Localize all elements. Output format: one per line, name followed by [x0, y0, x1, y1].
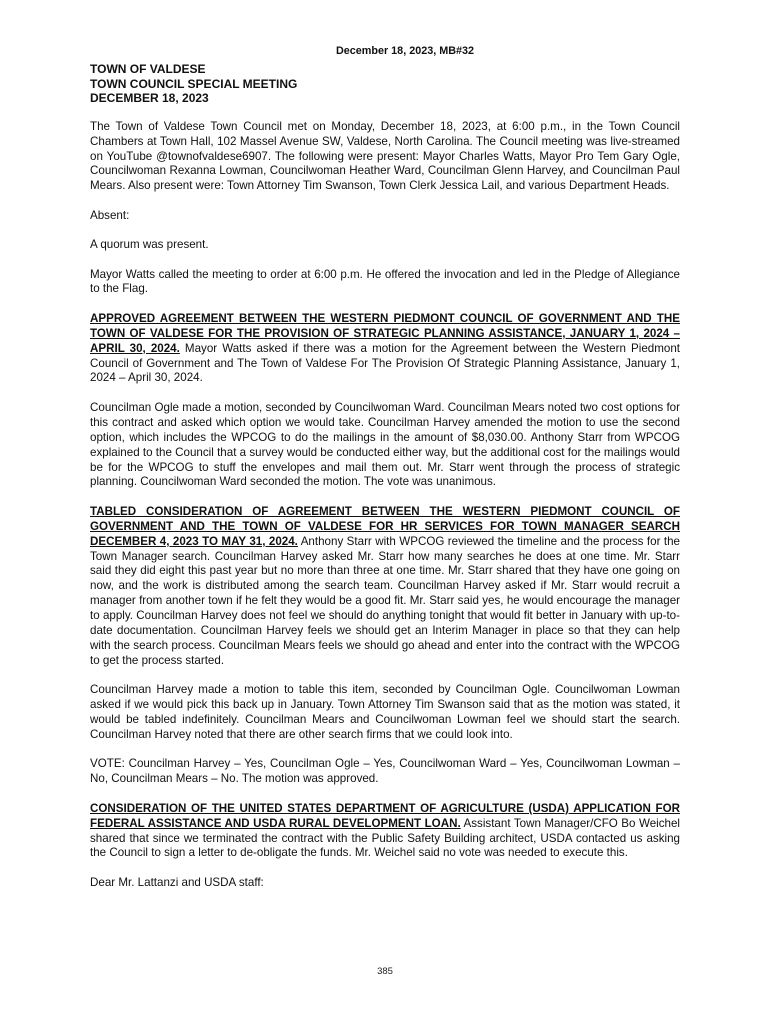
title-meeting-type: TOWN COUNCIL SPECIAL MEETING	[90, 76, 298, 91]
strategic-planning-motion-paragraph: Councilman Ogle made a motion, seconded by Councilwoman Ward. Councilman Mears noted two cost options for this contract and asked which option we would take. Councilman Harvey amended the motion to use the second option, which includes the WPCOG to do the mailings in the amount of $8,030.00. Anthony Starr from WPCOG explained to the Council that a survey would be conducted either way, but the additional cost for the mailings would be for the WPCOG to stuff the envelopes and mail them out. Mr. Starr went through the process of strategic planning. Councilwoman Ward seconded the motion. The vote was unanimous.	[90, 400, 680, 489]
intro-paragraph: The Town of Valdese Town Council met on Monday, December 18, 2023, at 6:00 p.m., in the Town Council Chambers at Town Hall, 102 Massel Avenue SW, Valdese, North Carolina. The Council meeting was live-streamed on YouTube @townofvaldese6907. The following were present: Mayor Charles Watts, Mayor Pro Tem Gary Ogle, Councilwoman Rexanna Lowman, Councilwoman Heather Ward, Councilman Glenn Harvey, and Councilman Paul Mears. Also present were: Town Attorney Tim Swanson, Town Clerk Jessica Lail, and various Department Heads.	[90, 119, 680, 193]
section-text-strategic-planning: Mayor Watts asked if there was a motion for the Agreement between the Western Piedmont Council of Government and The Town of Valdese For The Provision Of Strategic Planning Assistance, January 1, 2024 – April 30, 2024.	[90, 341, 680, 385]
section-strategic-planning	[90, 312, 680, 387]
section-heading-strategic-planning: APPROVED AGREEMENT BETWEEN THE WESTERN PIEDMONT COUNCIL OF GOVERNMENT AND THE TOWN OF VALDESE FOR THE PROVISION OF STRATEGIC PLANNING ASSISTANCE, JANUARY 1, 2024 – APRIL 30, 2024.	[90, 311, 680, 355]
title-town: TOWN OF VALDESE	[90, 61, 206, 76]
quorum-paragraph: A quorum was present.	[90, 238, 209, 252]
section-heading-usda: CONSIDERATION OF THE UNITED STATES DEPARTMENT OF AGRICULTURE (USDA) APPLICATION FOR FEDERAL ASSISTANCE AND USDA RURAL DEVELOPMENT LOAN.	[90, 801, 680, 830]
call-to-order-paragraph: Mayor Watts called the meeting to order at 6:00 p.m. He offered the invocation and led in the Pledge of Allegiance to the Flag.	[90, 267, 680, 296]
header-date-line: December 18, 2023, MB#32	[335, 45, 475, 57]
section-text-hr-services: Anthony Starr with WPCOG reviewed the timeline and the process for the Town Manager search. Councilman Harvey asked Mr. Starr how many searches he does at one time. Mr. Starr said they did eight this past year but no more than three at one time. Mr. Starr shared that they have one going on now, and the work is distributed among the search team. Councilman Harvey asked if Mr. Starr would recruit a manager from another town if he felt they would be a good fit. Mr. Starr said yes, he would encourage the manager to apply. Councilman Harvey does not feel we should do anything tonight that would fit better in January with up-to-date documentation. Councilman Harvey feels we should get an Interim Manager in place so that they can help with the search process. Councilman Mears feels we should go ahead and enter into the contract with the WPCOG to get the process started.	[90, 534, 680, 667]
hr-services-motion-paragraph: Councilman Harvey made a motion to table this item, seconded by Councilman Ogle. Councilwoman Lowman asked if we would pick this back up in January. Town Attorney Tim Swanson said that as the motion was stated, it would be tabled indefinitely. Councilman Mears and Councilwoman Lowman feel we should start the search. Councilman Harvey noted that there are other search firms that we could look into.	[90, 683, 680, 741]
page-number: 385	[377, 966, 393, 977]
section-heading-hr-services: TABLED CONSIDERATION OF AGREEMENT BETWEEN THE WESTERN PIEDMONT COUNCIL OF GOVERNMENT AND THE TOWN OF VALDESE FOR HR SERVICES FOR TOWN MANAGER SEARCH DECEMBER 4, 2023 TO MAY 31, 2024.	[90, 504, 680, 548]
title-date: DECEMBER 18, 2023	[90, 91, 209, 106]
letter-salutation: Dear Mr. Lattanzi and USDA staff:	[90, 875, 264, 889]
meeting-title-block	[90, 62, 680, 106]
section-hr-services	[90, 505, 680, 669]
section-usda	[90, 802, 680, 862]
section-text-usda: Assistant Town Manager/CFO Bo Weichel shared that since we terminated the contract with the Public Safety Building architect, USDA contacted us asking the Council to sign a letter to de-obligate the funds. Mr. Weichel said no vote was needed to execute this.	[90, 816, 681, 860]
absent-paragraph: Absent:	[90, 208, 130, 222]
document-page	[90, 44, 680, 905]
hr-services-vote-paragraph: VOTE: Councilman Harvey – Yes, Councilman Ogle – Yes, Councilwoman Ward – Yes, Councilwoman Lowman – No, Councilman Mears – No. The motion was approved.	[90, 757, 680, 786]
